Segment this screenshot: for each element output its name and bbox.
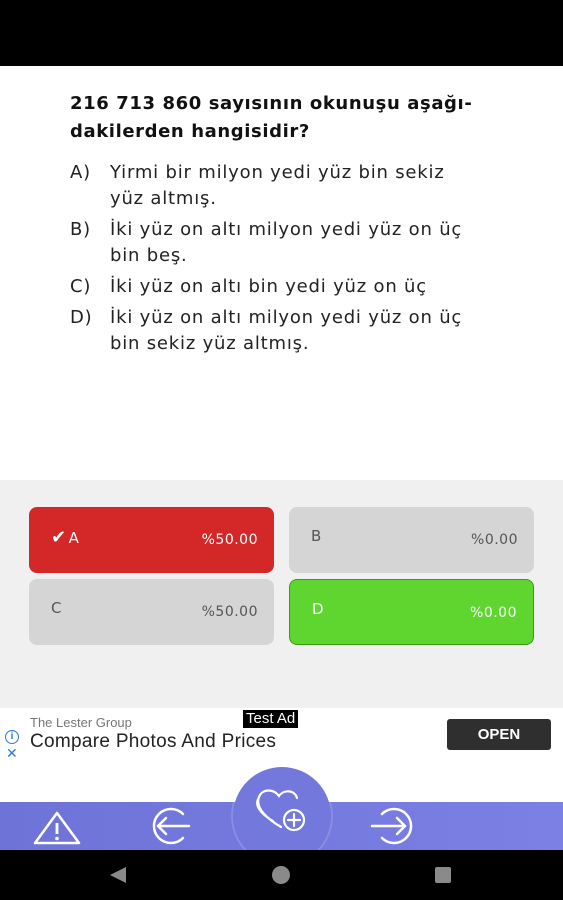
answer-label: D: [312, 600, 325, 618]
options-list: [70, 160, 545, 357]
option-letter: D): [70, 307, 93, 328]
favorite-add-icon: [251, 783, 313, 839]
option-line: bin beş.: [110, 245, 188, 266]
system-back-icon[interactable]: [108, 866, 128, 884]
option-line: yüz altmış.: [110, 188, 217, 209]
option-b: [70, 217, 545, 269]
answer-percent: %0.00: [471, 532, 518, 548]
ad-test-tag: Test Ad: [243, 710, 298, 728]
status-bar: [0, 0, 563, 66]
answer-button-b[interactable]: [289, 507, 534, 573]
answer-button-c[interactable]: [29, 579, 274, 645]
ad-headline[interactable]: Compare Photos And Prices: [30, 731, 277, 752]
question-line: dakilerden hangisidir?: [70, 121, 310, 142]
ad-open-button[interactable]: OPEN: [447, 719, 551, 750]
answer-label: C: [51, 599, 62, 617]
close-icon[interactable]: ✕: [6, 745, 18, 761]
option-text: [110, 217, 545, 269]
answer-letter: A: [68, 529, 80, 547]
question-text: [70, 90, 545, 146]
option-a: [70, 160, 545, 212]
answer-area: [0, 480, 563, 708]
answer-percent: %0.00: [470, 605, 517, 621]
option-line: İki yüz on altı milyon yedi yüz on üç: [110, 219, 463, 240]
check-icon: ✔: [51, 527, 67, 548]
option-line: bin sekiz yüz altmış.: [110, 333, 310, 354]
question-area: [0, 66, 563, 480]
ad-advertiser: The Lester Group: [30, 715, 132, 730]
option-d: [70, 305, 545, 357]
option-line: Yirmi bir milyon yedi yüz bin sekiz: [110, 162, 445, 183]
answer-label: [51, 527, 79, 548]
warning-icon[interactable]: [32, 810, 82, 846]
option-c: [70, 274, 545, 300]
answer-label: B: [311, 527, 322, 545]
question-line: 216 713 860 sayısının okunuşu aşağı-: [70, 93, 473, 114]
forward-arrow-icon[interactable]: [368, 806, 420, 846]
answer-button-d[interactable]: [289, 579, 534, 645]
android-nav-bar: [0, 850, 563, 900]
option-letter: B): [70, 219, 91, 240]
answer-percent: %50.00: [201, 532, 258, 548]
system-home-icon[interactable]: [271, 865, 291, 885]
option-letter: C): [70, 276, 92, 297]
system-recents-icon[interactable]: [434, 866, 452, 884]
ad-banner[interactable]: [0, 708, 563, 762]
info-icon[interactable]: i: [5, 730, 19, 744]
option-line: İki yüz on altı bin yedi yüz on üç: [110, 276, 427, 297]
option-text: [110, 305, 545, 357]
option-text: [110, 160, 545, 212]
back-arrow-icon[interactable]: [145, 806, 193, 846]
option-line: İki yüz on altı milyon yedi yüz on üç: [110, 307, 463, 328]
answer-percent: %50.00: [201, 604, 258, 620]
option-letter: A): [70, 162, 91, 183]
option-text: [110, 274, 545, 300]
answer-button-a[interactable]: [29, 507, 274, 573]
